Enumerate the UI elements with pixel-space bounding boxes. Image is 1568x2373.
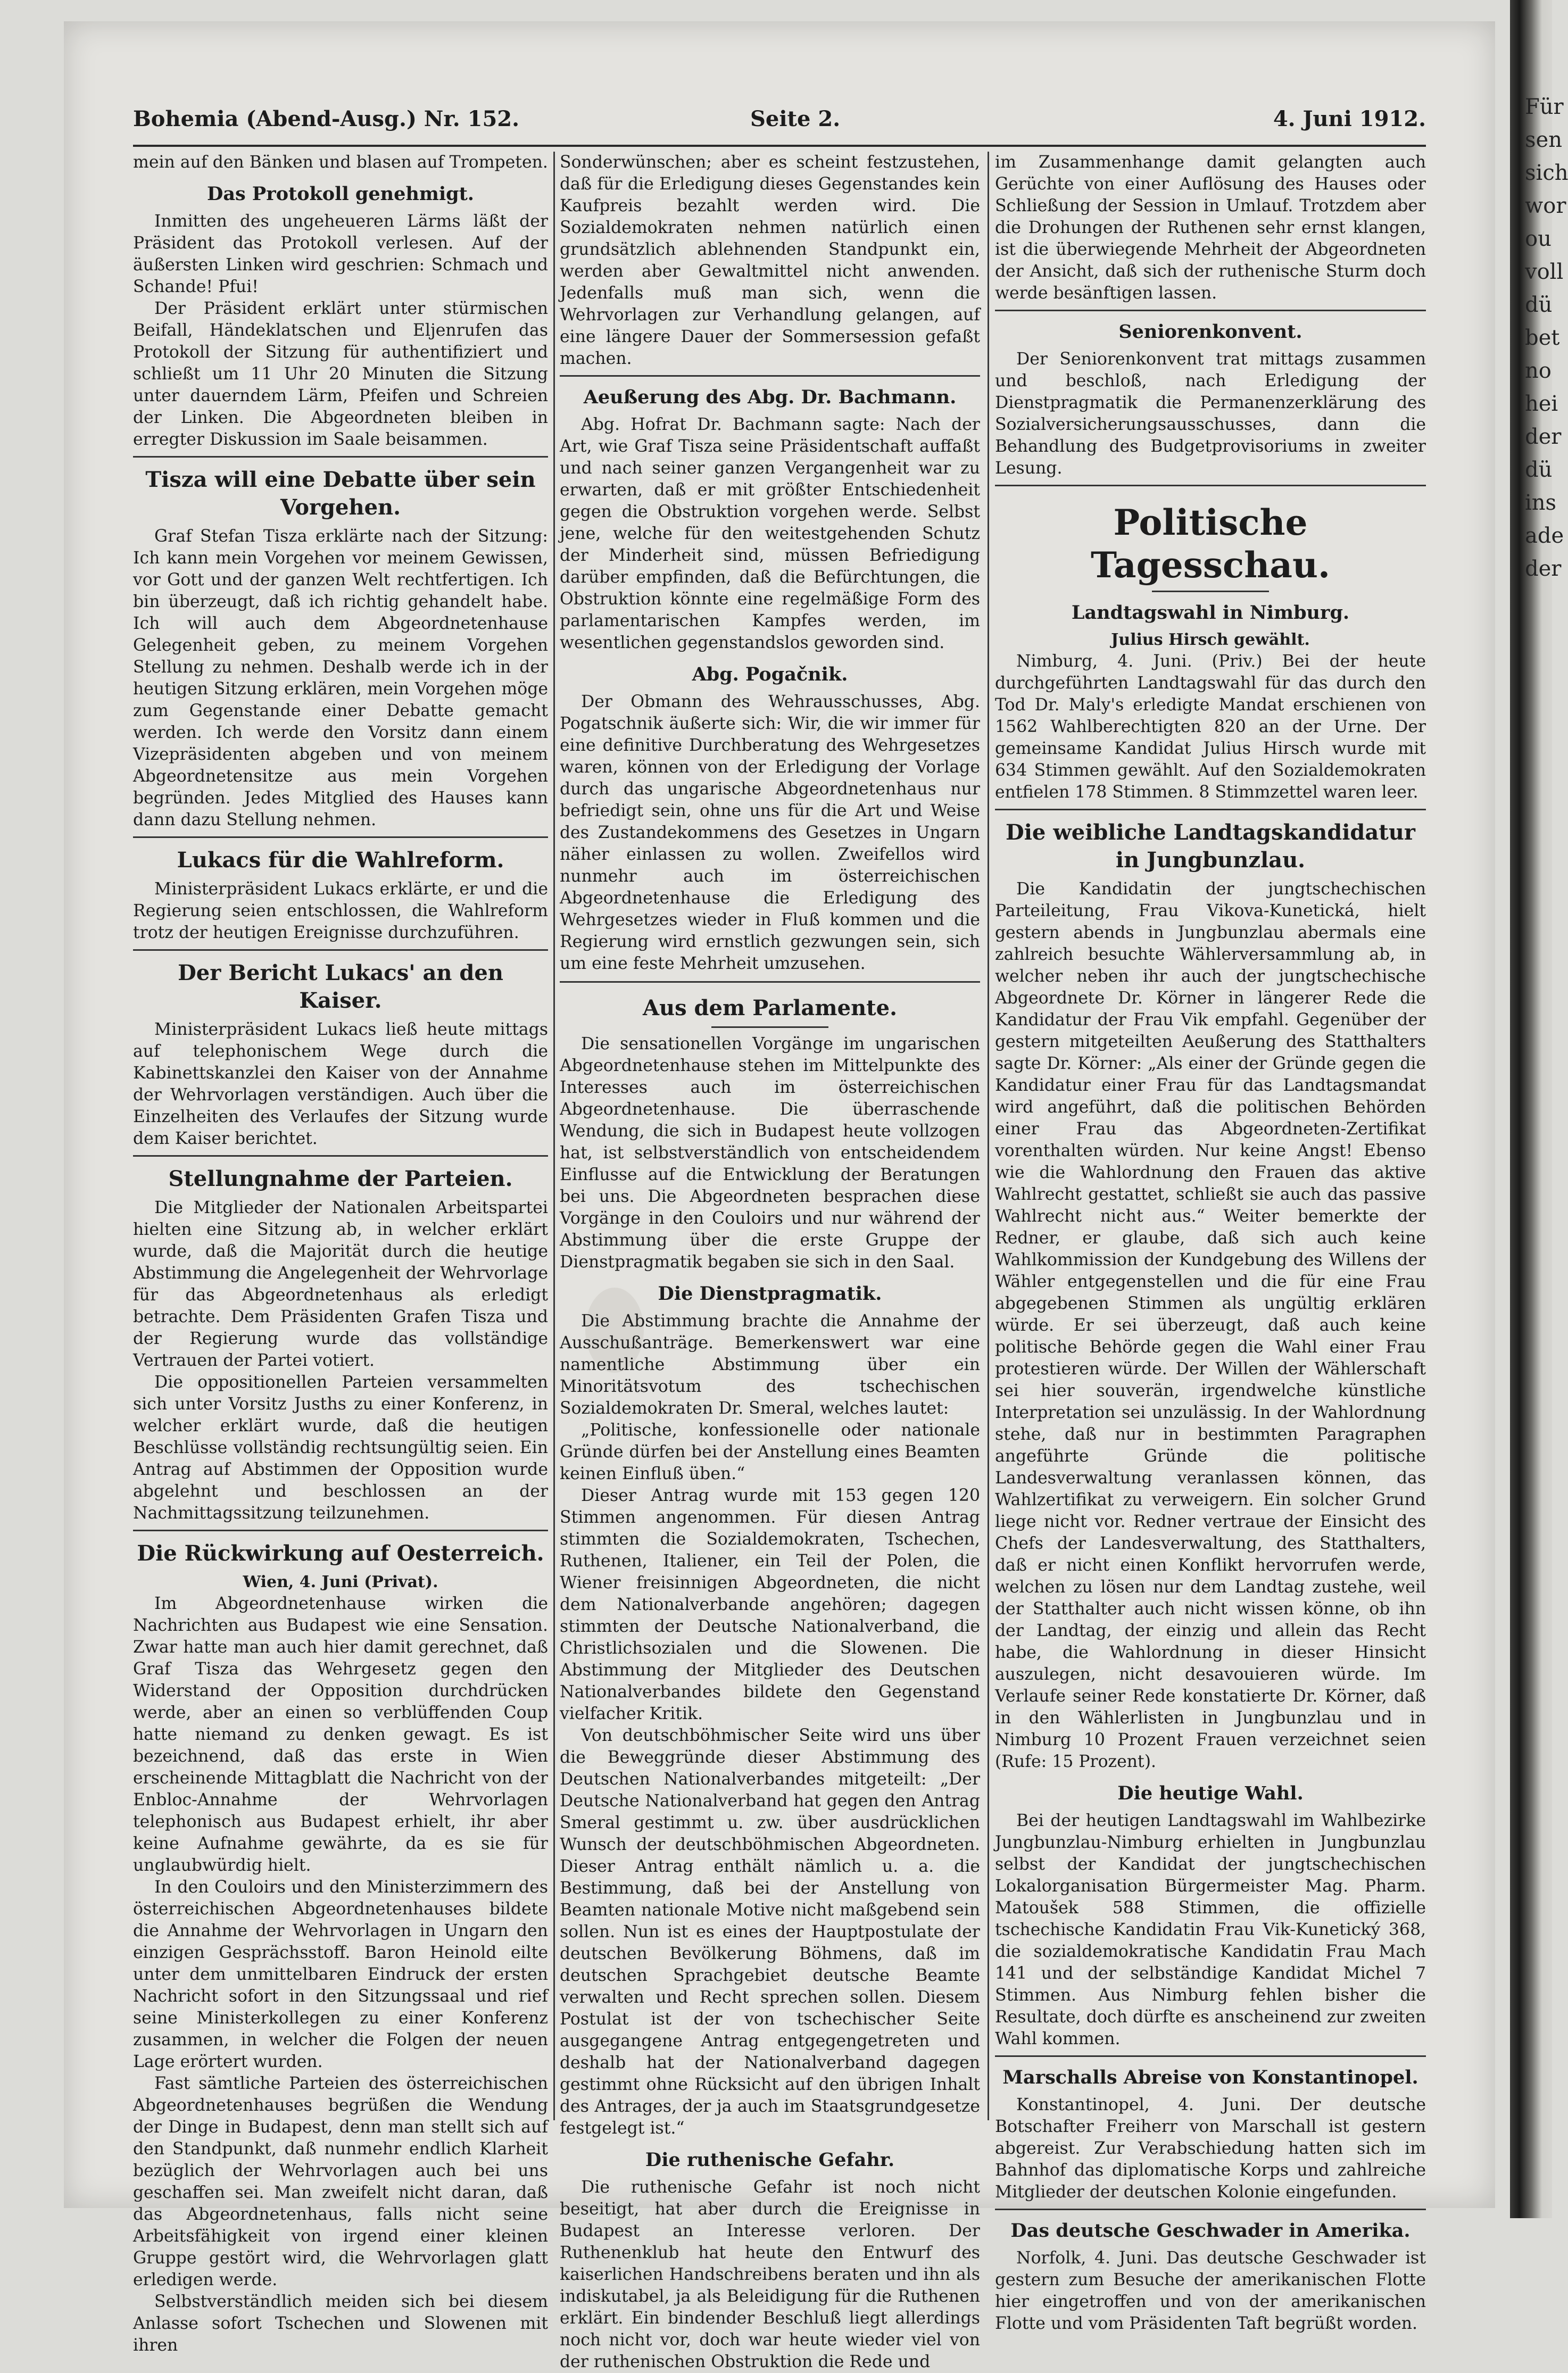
divider [995, 485, 1426, 486]
paragraph: Der Präsident erklärt unter stürmischen Beifall, Händeklatschen und Eljenrufen das Protokoll der Sitzung für authentifiziert und schließt um 11 Uhr 20 Minuten die Sitzung unter dauerndem Lärm, Pfeifen und Schreien der Linken. Die Abgeordneten bleiben in erregter Diskussion im Saale beisammen. [133, 299, 548, 449]
paragraph: Die oppositionellen Parteien versammelten sich unter Vorsitz Jusths zu einer Konferenz, in welcher erklärt wurde, daß die heutigen Beschlüsse vollständig rechtsungültig seien. Ein Antrag auf Abstimmen der Opposition wurde abgelehnt und beschlossen an der Nachmittagssitzung teilzunehmen. [133, 1373, 548, 1523]
paragraph: Konstantinopel, 4. Juni. Der deutsche Botschafter Freiherr von Marschall ist gestern abgereist. Zur Verabschiedung hatten sich im Bahnhof das diplomatische Korps und zahlreiche Mitglieder der deutschen Kolonie eingefunden. [995, 2095, 1426, 2202]
paragraph: Abg. Hofrat Dr. Bachmann sagte: Nach der Art, wie Graf Tisza seine Präsidentschaft auffaßt und nach seiner ganzen Vergangenheit war zu erwarten, daß er mit größter Entschiedenheit gegen die Obstruktion vorgehen werde. Selbst jene, welche für den weitestgehenden Schutz der Minderheit sind, müssen Befriedigung darüber empfinden, daß die Befürchtungen, die Obstruktion könnte eine regelmäßige Form des parlamentarischen Kampfes werden, im wesentlichen gegenstandslos geworden sind. [560, 415, 980, 652]
paragraph: Von deutschböhmischer Seite wird uns über die Beweggründe dieser Abstimmung des Deutschen Nationalverbandes mitgeteilt: „Der Deutsche Nationalverband hat gegen den Antrag Smeral gestimmt u. zw. über ausdrücklichen Wunsch der deutschböhmischen Abgeordneten. Dieser Antrag enthält nämlich u. a. die Bestimmung, daß bei der Anstellung von Beamten nationale Motive nicht maßgebend sein sollen. Nun ist es eines der Hauptpostulate der deutschen Bevölkerung Böhmens, daß im deutschen Sprachgebiet deutsche Beamte verwalten und Recht sprechen sollen. Diesem Postulat ist der von tschechischer Seite ausgegangene Antrag entgegengetreten und deshalb hat der Nationalverband dagegen gestimmt ohne Rücksicht auf den übrigen Inhalt des Antrages, der ja auch im Staatsgrundgesetze festgelegt ist.“ [560, 1726, 980, 2138]
section-heading: Der Bericht Lukacs' an den Kaiser. [178, 960, 503, 1013]
issue-date: 4. Juni 1912. [1273, 106, 1426, 131]
page-number: Seite 2. [750, 106, 841, 131]
column-3 [995, 152, 1426, 2333]
paragraph: Fast sämtliche Parteien des österreichischen Abgeordnetenhauses begrüßen die Wendung der Dinge in Budapest, denn man stellt sich auf den Standpunkt, daß nunmehr endlich Klarheit bezüglich der Wehrvorlagen auch bei uns geschaffen sei. Man zweifelt nicht daran, daß das Abgeordnetenhaus, falls nicht seine Arbeitsfähigkeit von irgend einer kleinen Gruppe gestört wird, die Wehrvorlagen glatt erledigen werde. [133, 2074, 548, 2289]
paragraph: Graf Stefan Tisza erklärte nach der Sitzung: Ich kann mein Vorgehen vor meinem Gewissen, vor Gott und der ganzen Welt rechtfertigen. Ich bin überzeugt, daß ich richtig gehandelt habe. Ich will auch dem Abgeordnetenhause Gelegenheit geben, zu meinem Vorgehen Stellung zu nehmen. Deshalb werde ich in der heutigen Sitzung erklären, mein Vorgehen möge zum Gegenstande einer Debatte gemacht werden. Ich werde den Vorsitz dann einem Vizepräsidenten abgeben und von meinem Abgeordnetensitze aus mein Vorgehen begründen. Jedes Mitglied des Hauses kann dann dazu Stellung nehmen. [133, 527, 548, 829]
section-heading: Die weibliche Landtagskandidatur in Jungbunzlau. [1006, 820, 1415, 873]
continued-text: Sonderwünschen; aber es scheint festzustehen, daß für die Erledigung dieses Gegenstandes kein Kaufpreis bezahlt werden wird. Die Sozialdemokraten nehmen natürlich einen grundsätzlich ablehnenden Standpunkt ein, werden aber Gewaltmittel nicht anwenden. Jedenfalls muß man sich, wenn die Wehrvorlagen zur Verhandlung gelangen, auf eine längere Dauer der Sommersession gefaßt machen. [560, 153, 980, 368]
paragraph: Selbstverständlich meiden sich bei diesem Anlasse sofort Tschechen und Slowenen mit ihren [133, 2292, 548, 2355]
paragraph: Nimburg, 4. Juni. (Priv.) Bei der heute durchgeführten Landtagswahl für das durch den Tod Dr. Maly's erledigte Mandat erschienen von 1562 Wahlberechtigten 820 an der Urne. Der gemeinsame Kandidat Julius Hirsch wurde mit 634 Stimmen gewählt. Auf den Sozialdemokraten entfielen 178 Stimmen. 8 Stimmzettel waren leer. [995, 652, 1426, 802]
column-divider [553, 152, 555, 2120]
masthead-title: Bohemia (Abend-Ausg.) Nr. 152. [133, 106, 520, 131]
section-heading: Stellungnahme der Parteien. [168, 1166, 513, 1191]
dateline: Wien, 4. Juni (Privat). [243, 1573, 438, 1591]
section-heading: Aus dem Parlamente. [642, 995, 898, 1020]
continued-text: im Zusammenhange damit gelangten auch Gerüchte von einer Auflösung des Hauses oder Schließung der Session in Umlauf. Trotzdem aber die Drohungen der Ruthenen sehr ernst klangen, ist die überwiegende Mehrheit der Abgeordneten der Ansicht, daß sich der ruthenische Sturm doch werde besänftigen lassen. [995, 153, 1426, 303]
divider [133, 1530, 548, 1531]
divider [995, 2209, 1426, 2210]
section-heading: Lukacs für die Wahlreform. [177, 848, 504, 873]
section-box [560, 981, 980, 1028]
paragraph: Ministerpräsident Lukacs erklärte, er und die Regierung seien entschlossen, die Wahlreform trotz der heutigen Ereignisse durchzuführen. [133, 879, 548, 942]
short-rule [711, 1026, 828, 1028]
subheading: Julius Hirsch gewählt. [1111, 630, 1310, 649]
adjacent-page-fragment: Für sen sich wor ou voll dü bet no hei der dü ins ade der [1525, 95, 1568, 581]
divider [560, 375, 980, 377]
section-heading: Die heutige Wahl. [1117, 1782, 1304, 1804]
column-2 [560, 152, 980, 2371]
page-header [133, 106, 1426, 144]
section-heading: Landtagswahl in Nimburg. [1071, 602, 1350, 624]
paragraph: Norfolk, 4. Juni. Das deutsche Geschwader ist gestern zum Besuche der amerikanischen Flotte hier eingetroffen und von der amerikanischen Flotte und vom Präsidenten Taft begrüßt worden. [995, 2248, 1426, 2333]
section-heading: Das Protokoll genehmigt. [207, 183, 474, 205]
paragraph: Bei der heutigen Landtagswahl im Wahlbezirke Jungbunzlau-Nimburg erhielten in Jungbunzlau selbst der Kandidat der jungtschechischen Lokalorganisation Bürgermeister Mag. Pharm. Matoušek 588 Stimmen, die offizielle tschechische Kandidatin Frau Vik-Kunetický 368, die sozialdemokratische Kandidatin Frau Mach 141 und der selbständige Kandidat Michel 7 Stimmen. Aus Nimburg fehlen bisher die Resultate, doch dürfte es anscheinend zur zweiten Wahl kommen. [995, 1811, 1426, 2048]
paragraph: „Politische, konfessionelle oder nationale Gründe dürfen bei der Anstellung eines Beamten keinen Einfluß üben.“ [560, 1421, 980, 1483]
short-rule [1152, 591, 1269, 592]
paragraph: Im Abgeordnetenhause wirken die Nachrichten aus Budapest wie eine Sensation. Zwar hatte man auch hier damit gerechnet, daß Graf Tisza das Wehrgesetz gegen den Widerstand der Opposition durchdrücken werde, aber an einen so verblüffenden Coup hatte niemand zu denken gewagt. Es ist bezeichnend, daß das erste in Wien erscheinende Mittagblatt die Nachricht von der Enbloc-Annahme der Wehrvorlagen telephonisch aus Budapest erhielt, ihr aber keine Aufnahme gewährte, da es sie für unglaubwürdig hielt. [133, 1594, 548, 1875]
section-heading: Das deutsche Geschwader in Amerika. [1010, 2220, 1411, 2242]
divider [133, 456, 548, 458]
divider [133, 1155, 548, 1157]
divider [995, 310, 1426, 311]
paragraph: Die sensationellen Vorgänge im ungarischen Abgeordnetenhause stehen im Mittelpunkte des Interesses auch im österreichischen Abgeordnetenhause. Die überraschende Wendung, die sich in Budapest heute vollzogen hat, ist selbstverständlich von entscheidendem Einflusse auf die Entwicklung der Beratungen bei uns. Die Abgeordneten besprachen diese Vorgänge in den Couloirs und nur während der Abstimmung über die erste Gruppe der Dienstpragmatik begaben sie sich in den Saal. [560, 1034, 980, 1272]
divider [995, 809, 1426, 810]
continued-text: mein auf den Bänken und blasen auf Trompeten. [133, 153, 548, 172]
paragraph: Die Abstimmung brachte die Annahme der Ausschußanträge. Bemerkenswert war eine namentliche Abstimmung über ein Minoritätsvotum des tschechischen Sozialdemokraten Dr. Smeral, welches lautet: [560, 1312, 980, 1418]
section-heading: Abg. Pogačnik. [692, 663, 848, 685]
header-rule [133, 145, 1426, 147]
section-heading: Die Dienstpragmatik. [658, 1283, 882, 1305]
paragraph: Ministerpräsident Lukacs ließ heute mittags auf telephonischem Wege durch die Kabinettskanzlei den Kaiser von der Annahme der Wehrvorlagen verständigen. Auch über die Einzelheiten des Verlaufes der Sitzung wurde dem Kaiser berichtet. [133, 1020, 548, 1148]
paragraph: Die Mitglieder der Nationalen Arbeitspartei hielten eine Sitzung ab, in welcher erklärt wurde, daß die Majorität durch die heutige Abstimmung die Angelegenheit der Wehrvorlage für das Abgeordnetenhaus als erledigt betrachte. Dem Präsidenten Grafen Tisza und der Regierung wurde das vollständige Vertrauen der Partei votiert. [133, 1198, 548, 1370]
divider [995, 2055, 1426, 2057]
divider [133, 949, 548, 951]
section-heading: Seniorenkonvent. [1118, 321, 1302, 343]
section-heading-large: Politische Tagesschau. [1091, 502, 1330, 586]
section-heading: Die Rückwirkung auf Oesterreich. [137, 1541, 544, 1566]
paragraph: In den Couloirs und den Ministerzimmern des österreichischen Abgeordnetenhauses bildete die Annahme der Wehrvorlagen in Ungarn den einzigen Gesprächsstoff. Baron Heinold eilte unter dem unmittelbaren Eindruck der ersten Nachricht sofort in den Sitzungssaal und rief seine Ministerkollegen zu einer Konferenz zusammen, in welcher die Folgen der neuen Lage erörtert wurden. [133, 1878, 548, 2071]
paragraph: Die Kandidatin der jungtschechischen Parteileitung, Frau Vikova-Kunetická, hielt gestern abends in Jungbunzlau abermals eine zahlreich besuchte Wählerversammlung ab, in welcher neben ihr auch der jungtschechische Abgeordnete Dr. Körner in längerer Rede die Kandidatur der Frau Vik empfahl. Gegenüber der gestern mitgeteilten Aeußerung des Statthalters sagte Dr. Körner: „Als einer der Gründe gegen die Kandidatur einer Frau für das Landtagsmandat wird angeführt, daß die politischen Behörden einer Frau das Abgeordneten-Zertifikat vorenthalten würden. Nur keine Angst! Ebenso wie die Wahlordnung den Frauen das aktive Wahlrecht gestattet, schließt sie auch das passive Wahlrecht nicht aus.“ Weiter bemerkte der Redner, er glaube, daß sich auch keine Wahlkommission der Kundgebung des Willens der Wähler entgegenstellen und die für eine Frau abgegebenen Stimmen als ungültig erklären würde. Er sei überzeugt, daß auch keine politische Behörde gegen die Wahl einer Frau protestieren würde. Der Willen der Wählerschaft sei hier souverän, irgendwelche künstliche Interpretation sei unzulässig. In der Wahlordnung stehe, daß nur in bestimmten Paragraphen angeführte Gründe die politische Landesverwaltung veranlassen können, das Wahlzertifikat zu verweigern. Ein solcher Grund liege nicht vor. Redner vertraue der Einsicht des Chefs der Landesverwaltung, des Statthalters, daß er nicht einen Konflikt hervorrufen werde, welchen zu lösen nur dem Landtag zustehe, weil der Statthalter auch nicht wissen könne, ob ihn der Landtag, der einzig und allein das Recht habe, die Wahlordnung in dieser Hinsicht auszulegen, nicht desavouieren würde. Im Verlaufe seiner Rede konstatierte Dr. Körner, daß in den Wählerlisten in Jungbunzlau und in Nimburg 10 Prozent Frauen verzeichnet seien (Rufe: 15 Prozent). [995, 879, 1426, 1771]
divider [133, 836, 548, 838]
section-heading: Tisza will eine Debatte über sein Vorgehen. [145, 467, 536, 520]
paragraph: Der Seniorenkonvent trat mittags zusammen und beschloß, nach Erledigung der Dienstpragmatik die Permanenzerklärung des Sozialversicherungsausschusses, dann die Behandlung des Budgetprovisoriums in zweiter Lesung. [995, 350, 1426, 478]
column-1 [133, 152, 548, 2355]
column-divider [988, 152, 989, 2120]
section-heading: Aeußerung des Abg. Dr. Bachmann. [583, 386, 957, 408]
paragraph: Die ruthenische Gefahr ist noch nicht beseitigt, hat aber durch die Ereignisse in Budapest an Interesse verloren. Der Ruthenenklub hat heute den Entwurf des kaiserlichen Handschreibens beraten und ihn als indiskutabel, ja als Beleidigung für die Ruthenen erklärt. Ein bindender Beschluß liegt allerdings noch nicht vor, doch war heute wieder viel von der ruthenischen Obstruktion die Rede und [560, 2178, 980, 2371]
paragraph: Der Obmann des Wehrausschusses, Abg. Pogatschnik äußerte sich: Wir, die wir immer für eine definitive Durchberatung des Wehrgesetzes waren, können von der Erledigung der Vorlage durch das ungarische Abgeordnetenhaus nur befriedigt sein, ohne uns für die Art und Weise des Zustandekommens des Gesetzes in Ungarn näher einlassen zu wollen. Zweifellos wird nunmehr auch im österreichischen Abgeordnetenhause die Erledigung des Wehrgesetzes wieder in Fluß kommen und die Regierung wird ernstlich gezwungen sein, sich um eine feste Mehrheit umzusehen. [560, 692, 980, 973]
paragraph: Dieser Antrag wurde mit 153 gegen 120 Stimmen angenommen. Für diesen Antrag stimmten die Sozialdemokraten, Tschechen, Ruthenen, Italiener, ein Teil der Polen, die Wiener freisinnigen Abgeordneten, die nicht dem Nationalverbande angehören; dagegen stimmten der Deutsche Nationalverband, die Christlichsozialen und die Slowenen. Die Abstimmung der Mitglieder des Deutschen Nationalverbandes bildete den Gegenstand vielfacher Kritik. [560, 1486, 980, 1723]
paragraph: Inmitten des ungeheueren Lärms läßt der Präsident das Protokoll verlesen. Auf der äußersten Linken wird geschrien: Schmach und Schande! Pfui! [133, 212, 548, 296]
section-heading: Marschalls Abreise von Konstantinopel. [1002, 2067, 1418, 2088]
section-heading: Die ruthenische Gefahr. [645, 2149, 895, 2171]
